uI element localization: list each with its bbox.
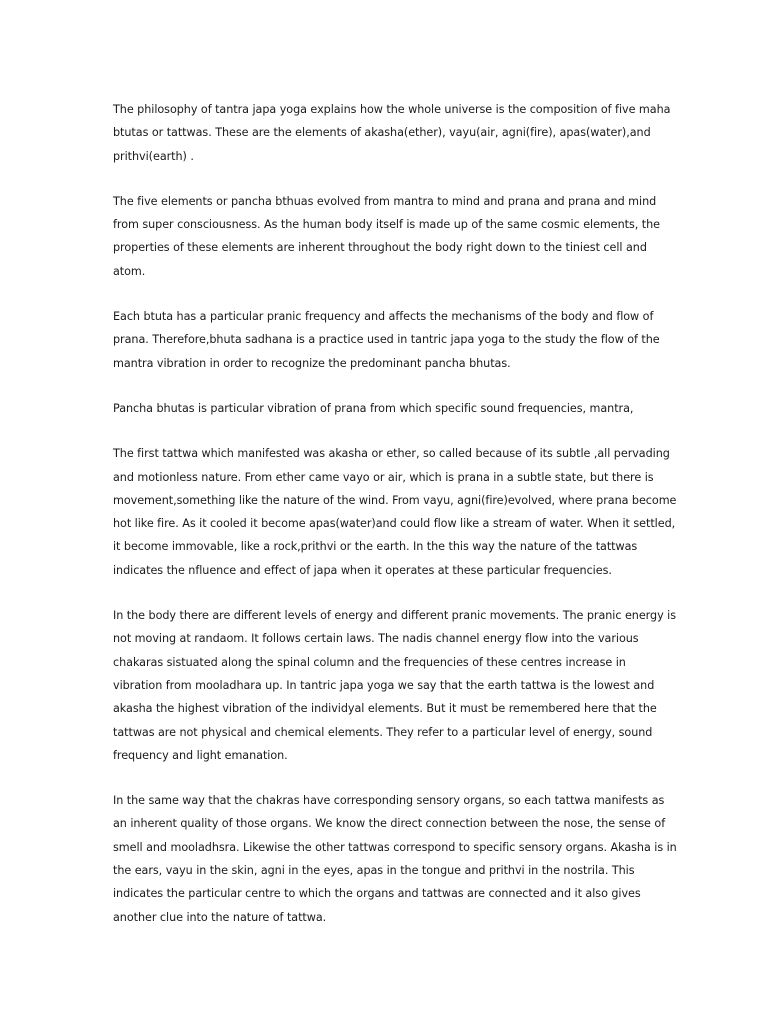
text-line: indicates the nfluence and effect of japa when it operates at these particular frequencies. [113, 563, 612, 577]
text-line: tattwas are not physical and chemical elements. They refer to a particular level of energy, sound [113, 725, 653, 739]
paragraph-pranic-frequency [113, 305, 663, 375]
paragraph-five-elements [113, 190, 663, 283]
text-line: prana. Therefore,bhuta sadhana is a practice used in tantric japa yoga to the study the flow of the [113, 333, 660, 347]
text-line: another clue into the nature of tattwa. [113, 910, 327, 924]
text-line: Each btuta has a particular pranic frequency and affects the mechanisms of the body and flow of [113, 310, 654, 324]
text-line: and motionless nature. From ether came vayo or air, which is prana in a subtle state, but there is [113, 470, 654, 484]
paragraph-energy-levels [113, 604, 676, 767]
text-line: the ears, vayu in the skin, agni in the eyes, apas in the tongue and prithvi in the nostrila. This [113, 864, 635, 878]
paragraph-tantra-philosophy [113, 98, 671, 168]
text-line: not moving at randaom. It follows certain laws. The nadis channel energy flow into the various [113, 632, 639, 646]
text-line: Pancha bhutas is particular vibration of prana from which specific sound frequencies, mantra, [113, 401, 634, 415]
text-line: hot like fire. As it cooled it become apas(water)and could flow like a stream of water. When it settled, [113, 517, 676, 531]
paragraph-first-tattwa [113, 442, 677, 582]
text-line: properties of these elements are inherent throughout the body right down to the tiniest cell and [113, 241, 647, 255]
paragraph-sensory-organs [113, 789, 677, 929]
text-line: prithvi(earth) . [113, 149, 194, 163]
text-line: indicates the particular centre to which the organs and tattwas are connected and it also gives [113, 887, 641, 901]
text-line: smell and mooladhsra. Likewise the other tattwas correspond to specific sensory organs. Akasha is in [113, 840, 677, 854]
text-line: from super consciousness. As the human body itself is made up of the same cosmic elements, the [113, 218, 660, 232]
text-line: mantra vibration in order to recognize the predominant pancha bhutas. [113, 356, 511, 370]
text-line: btutas or tattwas. These are the elements of akasha(ether), vayu(air, agni(fire), apas(water),and [113, 126, 651, 140]
text-line: The first tattwa which manifested was akasha or ether, so called because of its subtle ,all pervading [113, 447, 670, 461]
text-line: In the body there are different levels of energy and different pranic movements. The pranic energy is [113, 609, 676, 623]
text-line: In the same way that the chakras have corresponding sensory organs, so each tattwa manifests as [113, 794, 665, 808]
text-line: The philosophy of tantra japa yoga explains how the whole universe is the composition of five maha [113, 103, 671, 116]
text-line: frequency and light emanation. [113, 748, 288, 762]
text-line: movement,something like the nature of the wind. From vayu, agni(fire)evolved, where prana become [113, 493, 677, 507]
text-line: vibration from mooladhara up. In tantric japa yoga we say that the earth tattwa is the lowest and [113, 678, 655, 692]
paragraph-pancha-bhutas [113, 397, 663, 420]
text-line: The five elements or pancha bthuas evolved from mantra to mind and prana and prana and mind [113, 194, 657, 208]
text-line: it become immovable, like a rock,prithvi or the earth. In the this way the nature of the tattwas [113, 540, 638, 554]
document-page [113, 98, 677, 951]
text-line: akasha the highest vibration of the individyal elements. But it must be remembered here that the [113, 702, 657, 716]
text-line: chakaras sistuated along the spinal column and the frequencies of these centres increase in [113, 655, 626, 669]
text-line: atom. [113, 264, 146, 278]
text-line: an inherent quality of those organs. We know the direct connection between the nose, the sense of [113, 817, 666, 831]
